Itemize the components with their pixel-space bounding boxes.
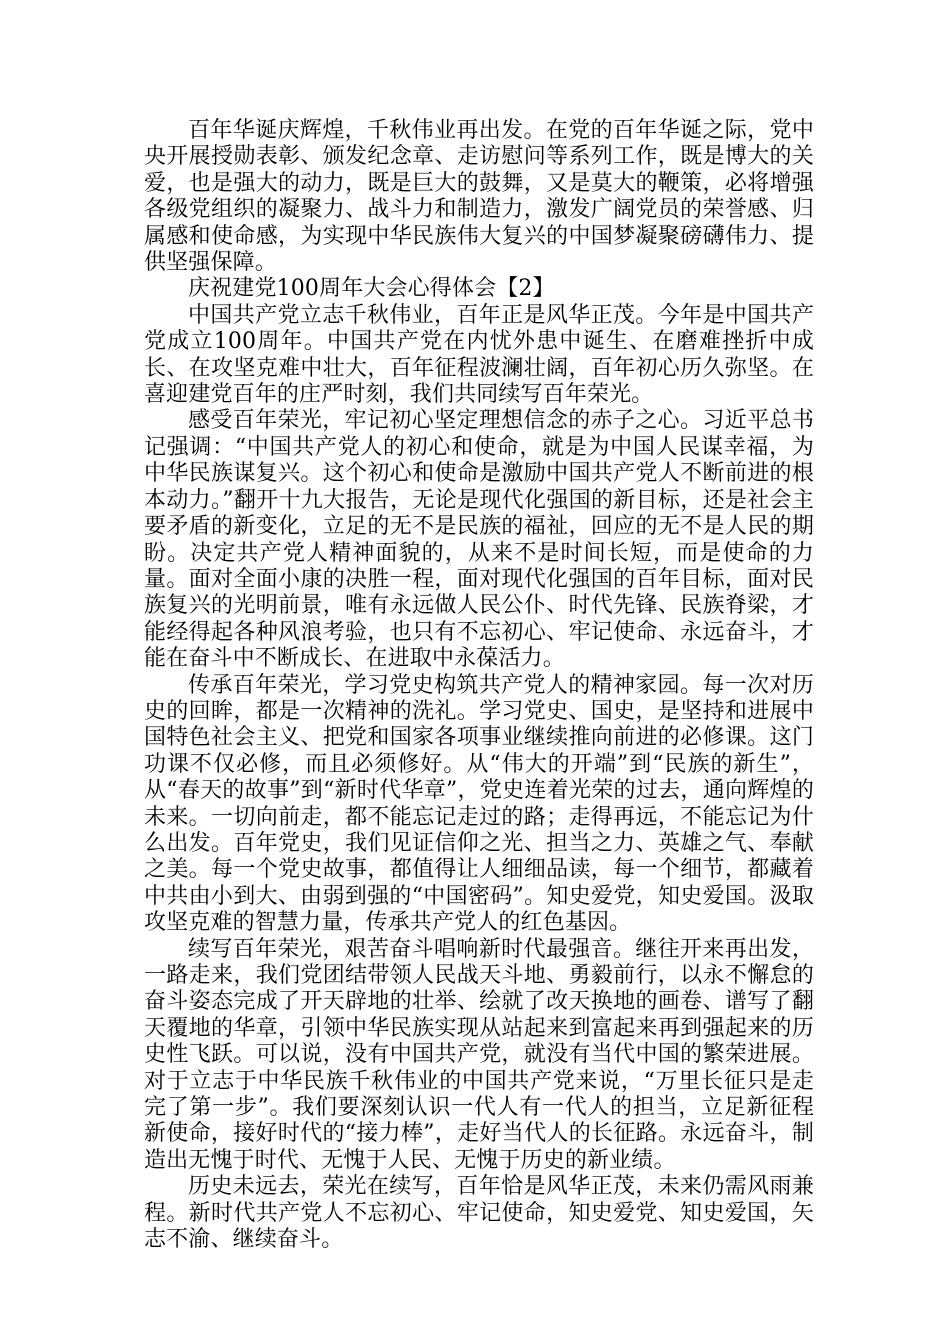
paragraph-1: 百年华诞庆辉煌，千秋伟业再出发。在党的百年华诞之际，党中央开展授勋表彰、颁发纪念章、走访慰问等系列工作，既是博大的关爱，也是强大的动力，既是巨大的鼓舞，又是莫大的鞭策，必将增强各级党组织的凝聚力、战斗力和制造力，激发广阔党员的荣誉感、归属感和使命感，为实现中华民族伟大复兴的中国梦凝聚磅礴伟力、提供坚强保障。 [144,118,814,276]
paragraph-4: 传承百年荣光，学习党史构筑共产党人的精神家园。每一次对历史的回眸，都是一次精神的洗礼。学习党史、国史，是坚持和进展中国特色社会主义、把党和国家各项事业继续推向前进的必修课。这门功课不仅必修，而且必须修好。从“伟大的开端”到“民族的新生”，从“春天的故事”到“新时代华章”，党史连着光荣的过去，通向辉煌的未来。一切向前走，都不能忘记走过的路；走得再远，不能忘记为什么出发。百年党史，我们见证信仰之光、担当之力、英雄之气、奉献之美。每一个党史故事，都值得让人细细品读，每一个细节，都藏着中共由小到大、由弱到强的“中国密码”。知史爱党，知史爱国。汲取攻坚克难的智慧力量，传承共产党人的红色基因。 [144,672,814,936]
paragraph-3: 感受百年荣光，牢记初心坚定理想信念的赤子之心。习近平总书记强调：“中国共产党人的初心和使命，就是为中国人民谋幸福，为中华民族谋复兴。这个初心和使命是激励中国共产党人不断前进的根本动力。”翻开十九大报告，无论是现代化强国的新目标，还是社会主要矛盾的新变化，立足的无不是民族的福祉，回应的无不是人民的期盼。决定共产党人精神面貌的，从来不是时间长短，而是使命的力量。面对全面小康的决胜一程，面对现代化强国的百年目标，面对民族复兴的光明前景，唯有永远做人民公仆、时代先锋、民族脊梁，才能经得起各种风浪考验，也只有不忘初心、牢记使命、永远奋斗，才能在奋斗中不断成长、在进取中永葆活力。 [144,408,814,672]
paragraph-5: 续写百年荣光，艰苦奋斗唱响新时代最强音。继往开来再出发，一路走来，我们党团结带领人民战天斗地、勇毅前行，以永不懈怠的奋斗姿态完成了开天辟地的壮举、绘就了改天换地的画卷、谱写了翻天覆地的华章，引领中华民族实现从站起来到富起来再到强起来的历史性飞跃。可以说，没有中国共产党，就没有当代中国的繁荣进展。对于立志于中华民族千秋伟业的中国共产党来说，“万里长征只是走完了第一步”。我们要深刻认识一代人有一代人的担当，立足新征程新使命，接好时代的“接力棒”，走好当代人的长征路。永远奋斗，制造出无愧于时代、无愧于人民、无愧于历史的新业绩。 [144,936,814,1173]
paragraph-6: 历史未远去，荣光在续写，百年恰是风华正茂，未来仍需风雨兼程。新时代共产党人不忘初心、牢记使命，知史爱党、知史爱国，矢志不渝、继续奋斗。 [144,1174,814,1253]
section-heading: 庆祝建党100周年大会心得体会【2】 [188,276,555,302]
paragraph-2: 中国共产党立志千秋伟业，百年正是风华正茂。今年是中国共产党成立100周年。中国共产党在内忧外患中诞生、在磨难挫折中成长、在攻坚克难中壮大，百年征程波澜壮阔，百年初心历久弥坚。在喜迎建党百年的庄严时刻，我们共同续写百年荣光。 [144,302,814,408]
document-page [144,118,814,1253]
